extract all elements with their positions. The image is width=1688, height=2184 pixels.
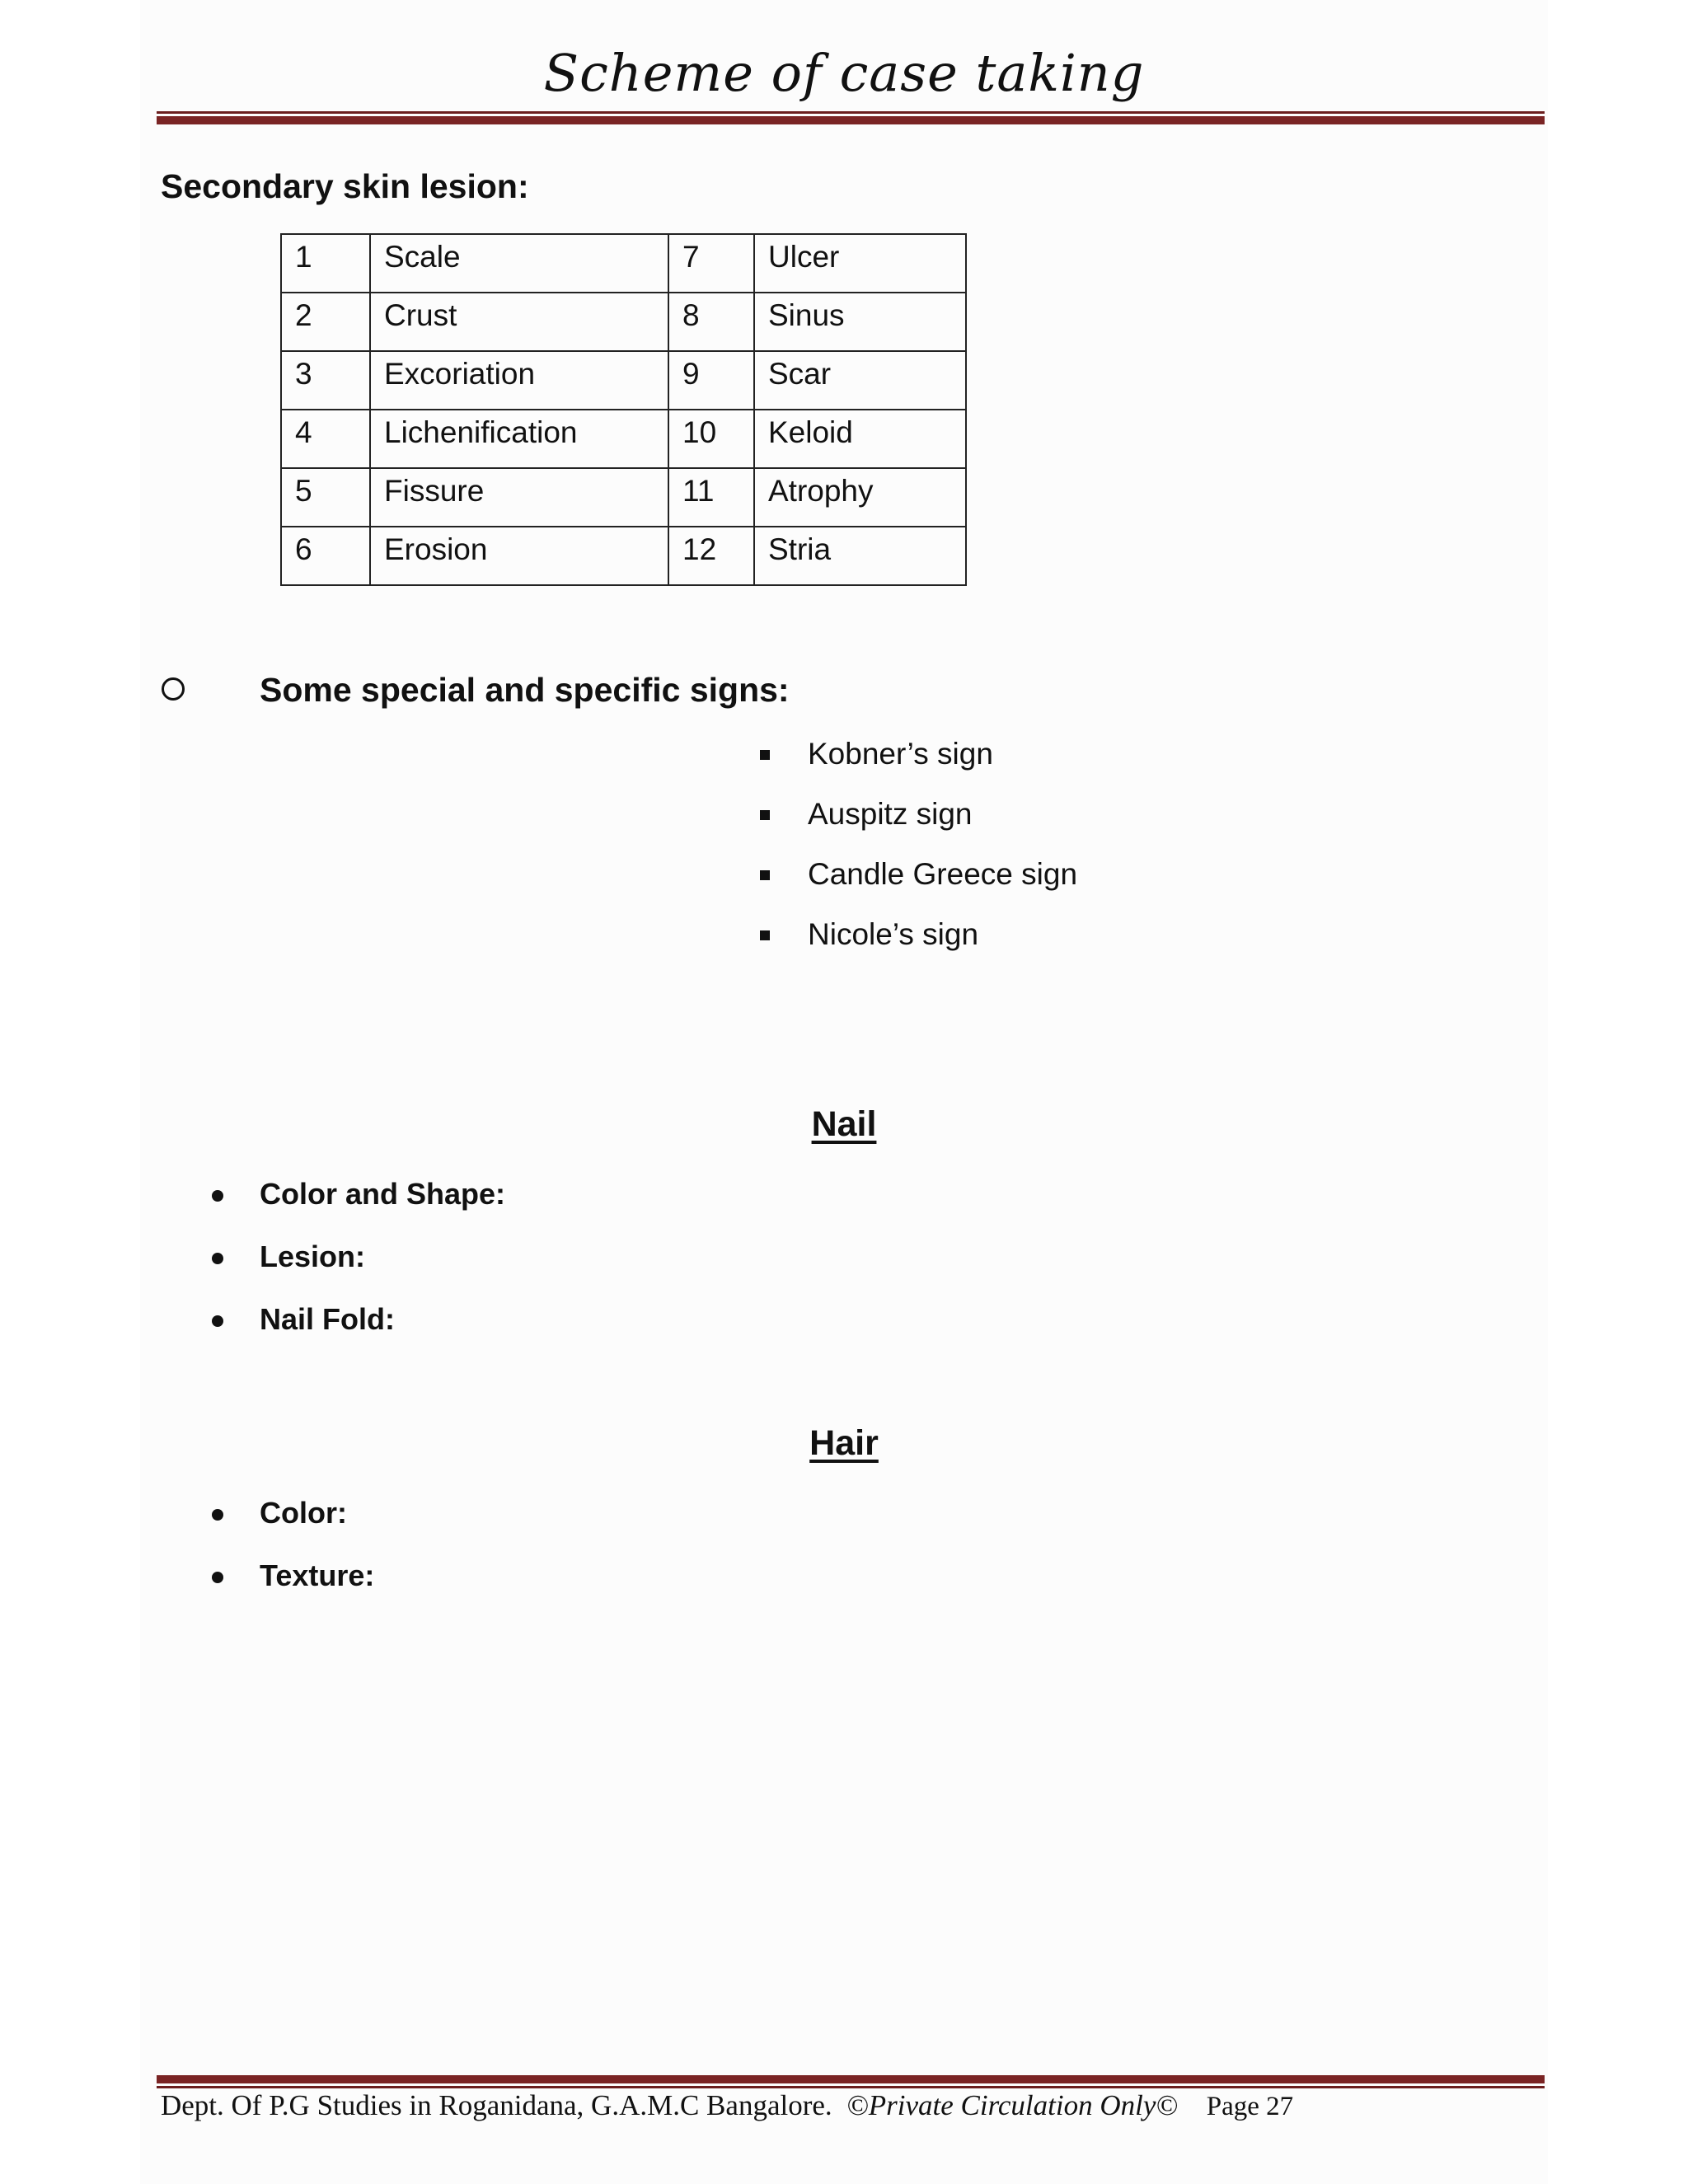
table-cell-number: 8	[668, 293, 754, 351]
table-cell-number: 6	[281, 527, 370, 585]
sign-label: Auspitz sign	[808, 797, 973, 831]
table-cell-lesion: Atrophy	[754, 468, 966, 527]
nail-field-label: Lesion:	[260, 1240, 366, 1273]
table-cell-lesion: Scar	[754, 351, 966, 410]
nail-field-label: Color and Shape:	[260, 1177, 506, 1211]
table-cell-number: 3	[281, 351, 370, 410]
sign-label: Candle Greece sign	[808, 857, 1078, 891]
hair-list	[210, 1496, 374, 1621]
table-row	[281, 468, 966, 527]
header-title: Scheme of case taking	[543, 43, 1145, 103]
list-item	[210, 1240, 505, 1302]
table-cell-number: 12	[668, 527, 754, 585]
table-cell-lesion: Fissure	[370, 468, 668, 527]
nail-field-label: Nail Fold:	[260, 1302, 395, 1336]
sign-label: Nicole’s sign	[808, 917, 979, 951]
table-cell-lesion: Excoriation	[370, 351, 668, 410]
square-bullet-icon	[760, 930, 770, 940]
square-bullet-icon	[760, 750, 770, 760]
list-item	[210, 1496, 374, 1558]
table-cell-lesion: Lichenification	[370, 410, 668, 468]
circle-bullet-icon	[162, 677, 185, 701]
table-cell-lesion: Crust	[370, 293, 668, 351]
bullet-icon	[212, 1509, 223, 1521]
footer-page-number: Page 27	[1206, 2092, 1294, 2121]
list-item	[757, 737, 1077, 797]
secondary-lesion-heading: Secondary skin lesion:	[161, 167, 529, 205]
table-cell-lesion: Stria	[754, 527, 966, 585]
table-row	[281, 234, 966, 293]
sign-label: Kobner’s sign	[808, 737, 993, 771]
table-row	[281, 293, 966, 351]
list-item	[210, 1302, 505, 1365]
table-cell-lesion: Sinus	[754, 293, 966, 351]
table-cell-number: 2	[281, 293, 370, 351]
table-cell-number: 4	[281, 410, 370, 468]
square-bullet-icon	[760, 810, 770, 820]
header-rule-thin	[157, 111, 1545, 114]
list-item	[210, 1177, 505, 1240]
bullet-icon	[212, 1190, 223, 1202]
nail-heading: Nail	[811, 1104, 877, 1144]
table-cell-lesion: Scale	[370, 234, 668, 293]
table-cell-number: 7	[668, 234, 754, 293]
special-signs-heading: Some special and specific signs:	[260, 671, 790, 709]
list-item	[757, 917, 1077, 977]
footer-rule-thick	[157, 2075, 1545, 2083]
secondary-lesion-table	[280, 233, 967, 586]
bullet-icon	[212, 1572, 223, 1583]
table-cell-number: 5	[281, 468, 370, 527]
table-cell-number: 10	[668, 410, 754, 468]
bullet-icon	[212, 1315, 223, 1327]
table-cell-number: 11	[668, 468, 754, 527]
hair-field-label: Texture:	[260, 1558, 375, 1592]
table-cell-number: 1	[281, 234, 370, 293]
table-row	[281, 351, 966, 410]
header-rule-thick	[157, 116, 1545, 124]
nail-list	[210, 1177, 505, 1365]
list-item	[757, 857, 1077, 917]
list-item	[210, 1558, 374, 1621]
square-bullet-icon	[760, 870, 770, 880]
footer-circulation: ©Private Circulation Only©	[846, 2089, 1178, 2121]
table-row	[281, 410, 966, 468]
special-signs-list	[757, 737, 1077, 977]
footer-rule-thin	[157, 2086, 1545, 2088]
list-item	[757, 797, 1077, 857]
footer	[161, 2089, 1293, 2122]
table-cell-lesion: Ulcer	[754, 234, 966, 293]
table-cell-lesion: Keloid	[754, 410, 966, 468]
table-cell-number: 9	[668, 351, 754, 410]
hair-field-label: Color:	[260, 1496, 347, 1530]
bullet-icon	[212, 1253, 223, 1264]
hair-heading: Hair	[809, 1423, 879, 1463]
footer-dept: Dept. Of P.G Studies in Roganidana, G.A.M.C Bangalore.	[161, 2089, 832, 2121]
table-row	[281, 527, 966, 585]
table-cell-lesion: Erosion	[370, 527, 668, 585]
